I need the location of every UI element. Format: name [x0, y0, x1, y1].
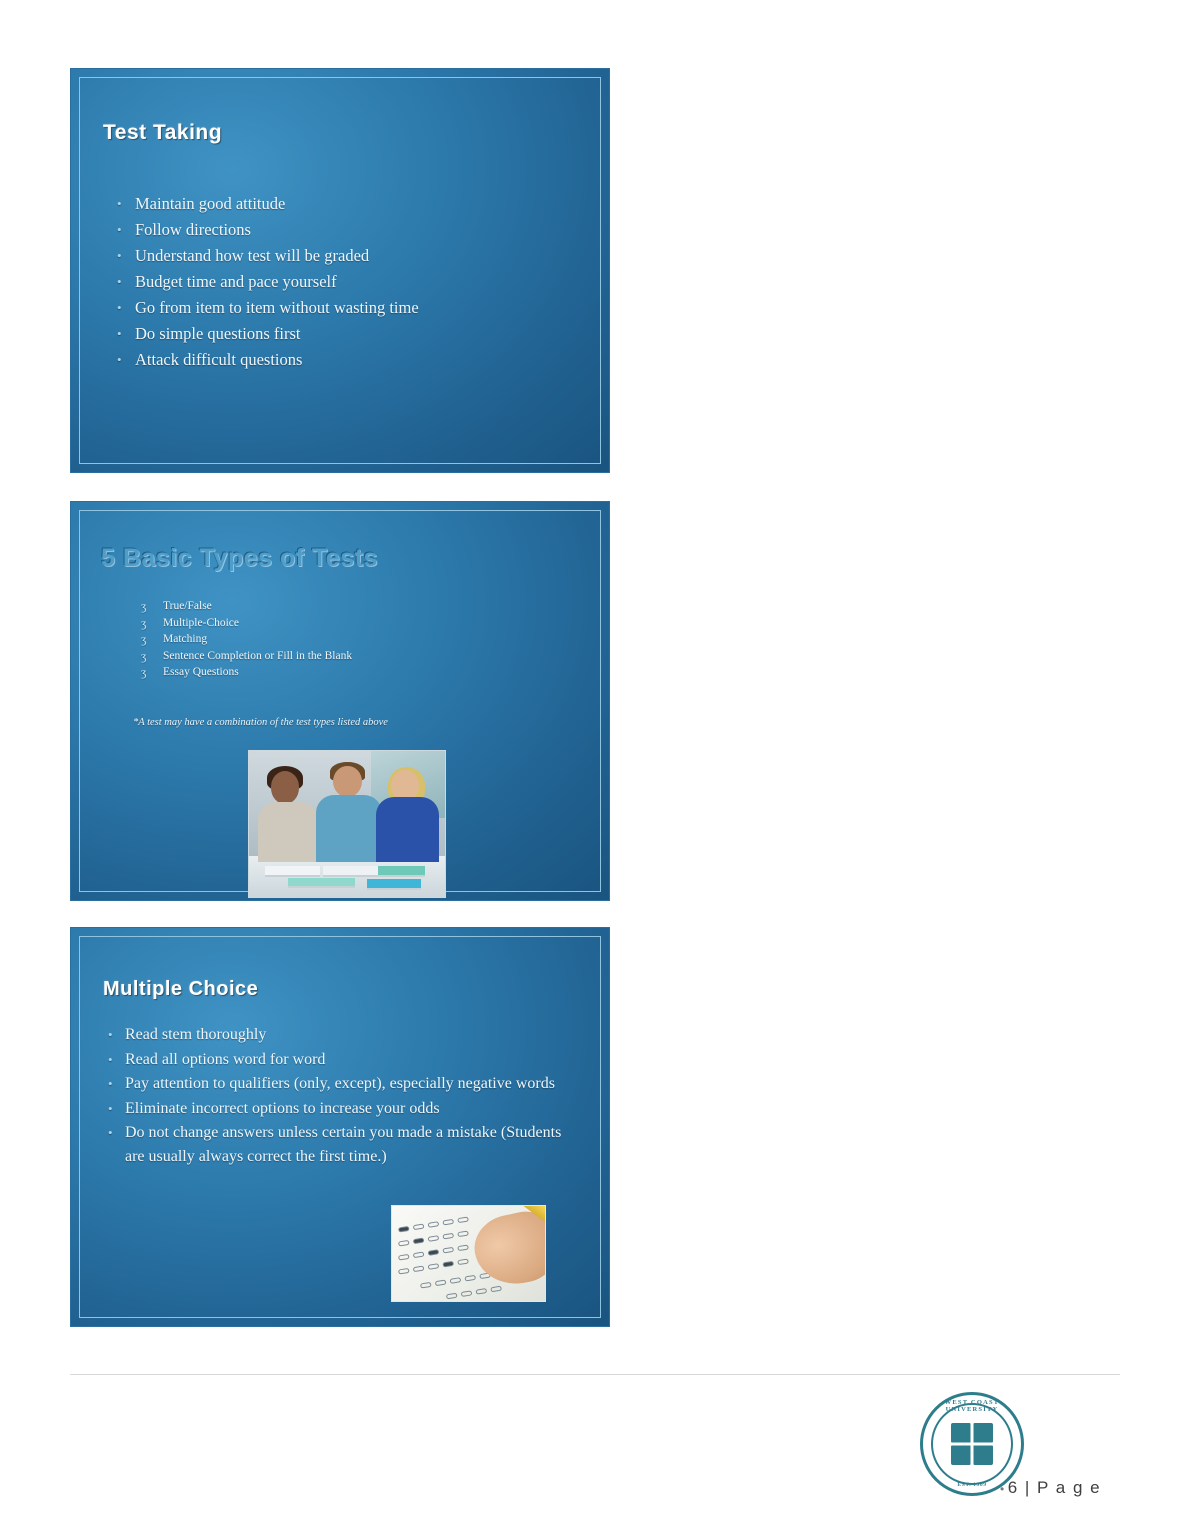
- scantron-answer-sheet-photo: [391, 1205, 546, 1302]
- slide-bullet-list: [111, 191, 571, 373]
- slide-footnote: *A test may have a combination of the test types listed above: [133, 717, 388, 728]
- page-number-text: 6 | P a g e: [1007, 1478, 1102, 1497]
- slide-title: Test Taking: [103, 121, 223, 144]
- slide-bullet-list: [133, 598, 573, 681]
- list-item: ʒ Matching: [133, 631, 573, 648]
- footer-divider: [70, 1374, 1120, 1375]
- list-item: • Go from item to item without wasting time: [111, 295, 571, 321]
- list-item: • Read stem thoroughly: [103, 1023, 583, 1047]
- list-item: ʒ Sentence Completion or Fill in the Blank: [133, 648, 573, 665]
- list-item: • Read all options word for word: [103, 1048, 583, 1072]
- list-item: ʒ Multiple-Choice: [133, 615, 573, 632]
- slide-basic-types-of-tests: [70, 501, 610, 901]
- list-item: • Attack difficult questions: [111, 347, 571, 373]
- seal-top-text: WEST COAST UNIVERSITY: [944, 1399, 1000, 1413]
- list-item: ʒ True/False: [133, 598, 573, 615]
- list-item: • Understand how test will be graded: [111, 243, 571, 269]
- students-studying-photo: [248, 750, 446, 898]
- page-number: • 6 | P a g e: [1000, 1478, 1102, 1497]
- list-item: • Maintain good attitude: [111, 191, 571, 217]
- slide-title: Multiple Choice: [103, 978, 259, 1000]
- list-item: • Do simple questions first: [111, 321, 571, 347]
- list-item: • Budget time and pace yourself: [111, 269, 571, 295]
- list-item: • Follow directions: [111, 217, 571, 243]
- list-item: • Pay attention to qualifiers (only, except), especially negative words: [103, 1072, 583, 1096]
- seal-bottom-text: EST. 1909: [957, 1482, 987, 1488]
- slide-title: 5 Basic Types of Tests: [101, 544, 378, 572]
- slide-test-taking: [70, 68, 610, 473]
- list-item: • Eliminate incorrect options to increase your odds: [103, 1097, 583, 1121]
- list-item: • Do not change answers unless certain you made a mistake (Students are usually always correct the first time.): [103, 1121, 583, 1168]
- slide-multiple-choice: [70, 927, 610, 1327]
- list-item: ʒ Essay Questions: [133, 664, 573, 681]
- slide-bullet-list: [103, 1023, 583, 1169]
